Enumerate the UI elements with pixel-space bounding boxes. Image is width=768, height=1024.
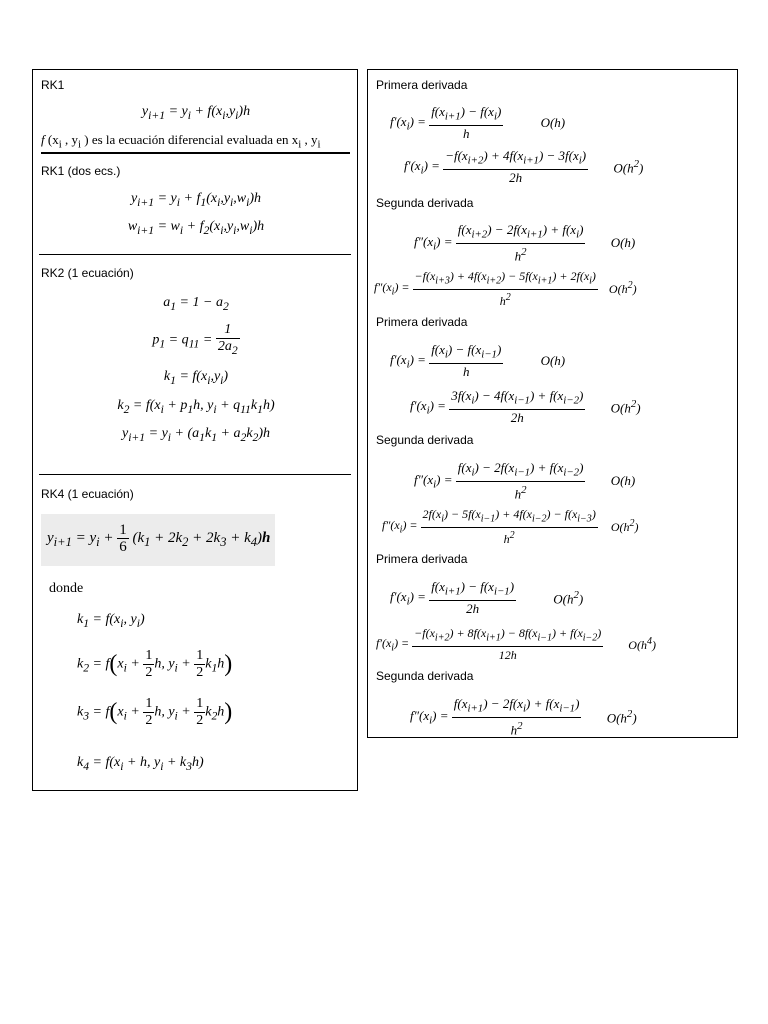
forward-second-eq1: $f''(x_i)$ = $\frac{f(x_{i+2}) - 2f(x_{i+1}) + f(x_i)}{h^2}$ O(h) — [414, 222, 636, 263]
divider — [39, 474, 351, 475]
rk2-eq4: $k_2 = f(x_i + p_1h$, $y_i + q_{11}k_1h$) — [117, 398, 275, 416]
forward-second-title: Segunda derivada — [376, 196, 474, 210]
finite-differences-panel — [367, 69, 738, 738]
divider — [39, 254, 351, 255]
rk1-two-eq2: $w_{i+1} = w_i + f_2(x_i,y_i,w_i)h$ — [127, 219, 265, 237]
rk4-k2: $k_2 = f(x_i$ + $\frac{1}{2}$ h, $y_i$ + $\frac{1}{2}$ $k_1h$) — [77, 648, 233, 680]
central-first-eq2: $f'(x_i)$ = $\frac{-f(x_{i+2}) + 8f(x_{i+1}) - 8f(x_{i-1}) + f(x_{i-2})}{12h}$ $O(h^4)$ — [376, 626, 656, 663]
rk4-where-label: donde — [49, 581, 84, 596]
rk4-k4: $k_4 = f(x_i + h$, $y_i + k_3h$) — [77, 755, 204, 773]
forward-first-eq1: $f'(x_i)$ = $\frac{f(x_{i+1}) - f(x_i)}{h}$ O(h) — [390, 104, 566, 141]
divider — [41, 152, 350, 154]
rk2-title: RK2 (1 ecuación) — [41, 266, 134, 280]
rk2-eq2: $p_1 = q_{11}$ = $\frac{1}{2a_2}$ — [152, 322, 238, 357]
forward-first-title: Primera derivada — [376, 78, 468, 92]
backward-second-title: Segunda derivada — [376, 433, 474, 447]
runge-kutta-panel — [32, 69, 358, 791]
rk4-k1: $k_1 = f(x_i$, $y_i$) — [77, 612, 145, 630]
forward-first-eq2: $f'(x_i)$ = $\frac{-f(x_{i+2}) + 4f(x_{i+1}) - 3f(x_i)}{2h}$ $O(h^2)$ — [404, 148, 644, 185]
rk4-k3: $k_3 = f(x_i$ + $\frac{1}{2}$ h, $y_i$ + $\frac{1}{2}$ $k_2h$) — [77, 696, 233, 728]
forward-second-eq2: $f''(x_i)$ = $\frac{-f(x_{i+3}) + 4f(x_{i+2}) - 5f(x_{i+1}) + 2f(x_i)}{h^2}$ $O(h^2)$ — [374, 269, 637, 309]
central-second-eq1: $f''(x_i)$ = $\frac{f(x_{i+1}) - 2f(x_i) + f(x_{i-1})}{h^2}$ $O(h^2)$ — [410, 696, 637, 737]
central-first-title: Primera derivada — [376, 552, 468, 566]
backward-second-eq1: $f''(x_i)$ = $\frac{f(x_i) - 2f(x_{i-1}) + f(x_{i-2})}{h^2}$ O(h) — [414, 460, 636, 501]
rk1-note: f ($x_i$ , $y_i$ ) es la ecuación diferencial evaluada en $x_i$ , $y_i$ — [41, 132, 321, 151]
rk2-eq1: $a_1 = 1 - a_2$ — [163, 295, 229, 313]
rk1-two-eq1: $y_{i+1} = y_i + f_1(x_i,y_i,w_i)h$ — [130, 191, 262, 209]
backward-first-title: Primera derivada — [376, 315, 468, 329]
rk1-title: RK1 — [41, 78, 65, 92]
backward-first-eq1: $f'(x_i)$ = $\frac{f(x_i) - f(x_{i-1})}{h}$ O(h) — [390, 342, 566, 379]
rk1-two-title: RK1 (dos ecs.) — [41, 164, 121, 178]
central-second-title: Segunda derivada — [376, 669, 474, 683]
rk4-title: RK4 (1 ecuación) — [41, 487, 134, 501]
rk2-eq5: $y_{i+1} = y_i + (a_1k_1 + a_2k_2)h$ — [121, 426, 271, 444]
central-first-eq1: $f'(x_i)$ = $\frac{f(x_{i+1}) - f(x_{i-1})}{2h}$ $O(h^2)$ — [390, 579, 584, 616]
rk2-eq3: $k_1 = f(x_i,y_i)$ — [163, 369, 229, 387]
rk1-equation: $y_{i+1} = y_i + f(x_i,y_i)h$ — [141, 104, 251, 122]
backward-second-eq2: $f''(x_i)$ = $\frac{2f(x_i) - 5f(x_{i-1}) + 4f(x_{i-2}) - f(x_{i-3})}{h^2}$ $O(h^2)$ — [382, 507, 639, 547]
backward-first-eq2: $f'(x_i)$ = $\frac{3f(x_i) - 4f(x_{i-1}) + f(x_{i-2})}{2h}$ $O(h^2)$ — [410, 388, 641, 425]
rk4-main-equation: $y_{i+1} = y_i$ + $\frac{1}{6}$ $(k_1 + 2k_2 + 2k_3 + k_4)h$ — [47, 522, 271, 555]
